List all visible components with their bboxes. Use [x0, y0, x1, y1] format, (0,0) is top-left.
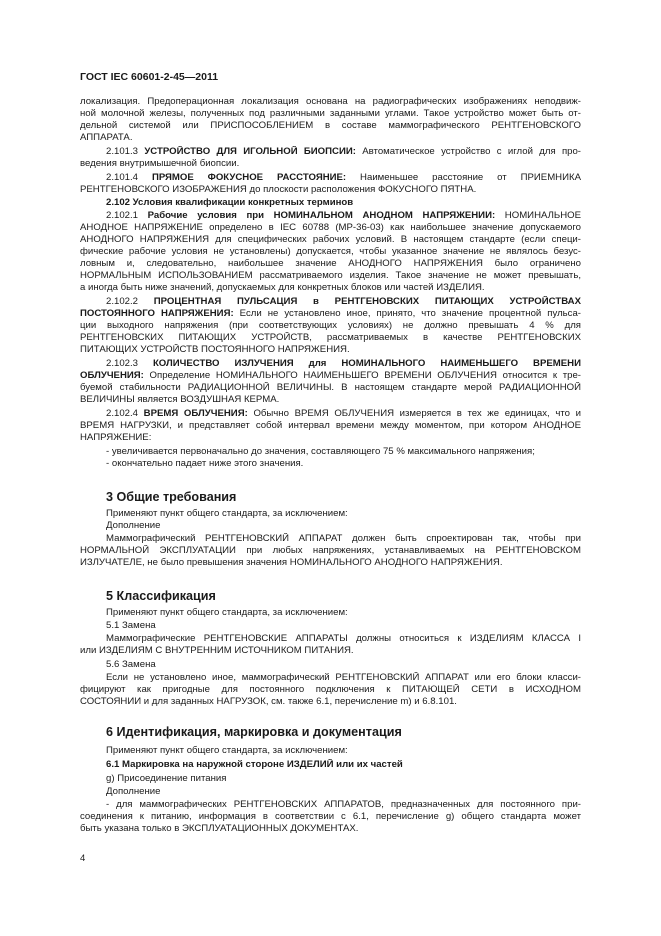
text-line	[80, 545, 581, 557]
text-line	[80, 823, 581, 835]
text-run: 2.102.3	[106, 358, 153, 369]
text-line	[106, 799, 581, 811]
text-run: соединения к питанию, информация в соответствии с 6.1, перечисление g) общего стандарта может	[80, 811, 581, 822]
bold-term: ПРЯМОЕ ФОКУСНОЕ РАССТОЯНИЕ:	[151, 172, 347, 183]
text-line	[80, 308, 581, 320]
text-line	[106, 446, 581, 458]
bold-term: ПРОЦЕНТНАЯ ПУЛЬСАЦИЯ в РЕНТГЕНОВСКИХ ПИТАЮЩИХ УСТРОЙСТВАХ	[153, 296, 581, 307]
text-run: Если не установлено иное, маммографический РЕНТГЕНОВСКИЙ АППАРАТ или его блоки класси-	[106, 672, 581, 683]
text-run: а иногда быть ниже значений, допускаемых для конкретных блоков или частей ИЗДЕЛИЯ.	[80, 282, 485, 293]
text-line	[106, 533, 581, 545]
text-run: фические рабочие условия не установлены) допускается, чтобы указанное значение не являлось безус-	[80, 246, 581, 257]
text-run: ведения внутримышечной биопсии.	[80, 158, 240, 169]
text-run: 5.6 Замена	[106, 659, 156, 670]
text-run: ной молочной железы, полученных под различными заданными углами. Такое устройство может быть от-	[80, 108, 581, 119]
text-line	[80, 320, 581, 332]
text-run: НОРМАЛЬНЫМ ИСПОЛЬЗОВАНИЕМ рассматриваемого изделия. Такое значение не может превышать,	[80, 270, 581, 281]
text-line	[80, 184, 581, 196]
text-run: или ИЗДЕЛИЯМ С ВНУТРЕННИМ ИСТОЧНИКОМ ПИТАНИЯ.	[80, 645, 354, 656]
text-run: Обычно ВРЕМЯ ОБЛУЧЕНИЯ измеряется в тех же единицах, что и	[247, 408, 581, 419]
text-line	[106, 672, 581, 684]
bold-term: КОЛИЧЕСТВО ИЗЛУЧЕНИЯ для НОМИНАЛЬНОГО НАИМЕНЬШЕГО ВРЕМЕНИ	[152, 358, 581, 369]
bold-term: Рабочие условия при НОМИНАЛЬНОМ АНОДНОМ НАПРЯЖЕНИИ:	[147, 210, 496, 221]
text-line	[106, 745, 581, 757]
text-line	[80, 332, 581, 344]
text-run: Если не установлено иное, принято, что значение процентной пульса-	[233, 308, 581, 319]
text-run: Маммографический РЕНТГЕНОВСКИЙ АППАРАТ должен быть спроектирован так, чтобы при	[106, 533, 581, 544]
text-run: СОСТОЯНИИ и для заданных НАГРУЗОК, см. также 6.1, перечисление m) и 6.8.101.	[80, 696, 457, 707]
text-run: ловным и, следовательно, наибольшее значение АНОДНОГО НАПРЯЖЕНИЯ было ограничено	[80, 258, 581, 269]
text-line	[80, 120, 581, 132]
text-run: АНОДНОГО НАПРЯЖЕНИЯ для специфических рабочих условий. В настоящем стандарте (если специ-	[80, 234, 581, 245]
text-line	[106, 633, 581, 645]
text-run: фицируют как пригодные для постоянного подключения к ПИТАЮЩЕЙ СЕТИ в ИСХОДНОМ	[80, 684, 581, 695]
text-line	[106, 172, 581, 184]
text-run: g) Присоединение питания	[106, 773, 227, 784]
text-run: 5.1 Замена	[106, 620, 156, 631]
bold-term: УСТРОЙСТВО ДЛЯ ИГОЛЬНОЙ БИОПСИИ:	[144, 146, 356, 157]
text-run: Маммографические РЕНТГЕНОВСКИЕ АППАРАТЫ должны относиться к ИЗДЕЛИЯМ КЛАССА I	[106, 633, 581, 644]
text-line	[80, 222, 581, 234]
text-line	[106, 458, 581, 470]
text-line	[106, 773, 581, 785]
text-line	[106, 759, 581, 771]
text-run: 2.102.1	[106, 210, 148, 221]
bold-term: ВРЕМЯ ОБЛУЧЕНИЯ:	[143, 408, 248, 419]
document-header: ГОСТ IEC 60601-2-45—2011	[80, 71, 219, 83]
text-line	[80, 645, 581, 657]
text-line	[80, 108, 581, 120]
text-run: ВРЕМЯ НАГРУЗКИ, и представляет собой интервал времени между моментом, при котором АНОДНОЕ	[80, 420, 581, 431]
text-line	[106, 786, 581, 798]
text-line	[80, 811, 581, 823]
text-line	[80, 258, 581, 270]
text-line	[106, 296, 581, 308]
text-run: Наименьшее расстояние от ПРИЕМНИКА	[346, 172, 581, 183]
text-run: Автоматическое устройство с иглой для про-	[355, 146, 581, 157]
text-line	[80, 344, 581, 356]
text-run: - для маммографических РЕНТГЕНОВСКИХ АППАРАТОВ, предназначенных для постоянного при-	[106, 799, 581, 810]
text-line	[106, 659, 581, 671]
text-run: РЕНТГЕНОВСКОГО ИЗОБРАЖЕНИЯ до плоскости расположения ФОКУСНОГО ПЯТНА.	[80, 184, 477, 195]
page-number: 4	[80, 853, 86, 864]
text-line	[80, 96, 581, 108]
text-run: НАПРЯЖЕНИЕ:	[80, 432, 152, 443]
text-run: - окончательно падает ниже этого значения.	[106, 458, 304, 469]
text-run: Дополнение	[106, 786, 161, 797]
text-run: ПИТАЮЩИХ УСТРОЙСТВ ПОСТОЯННОГО НАПРЯЖЕНИЯ.	[80, 344, 350, 355]
text-line	[80, 234, 581, 246]
text-run: - увеличивается первоначально до значения, составляющего 75 % максимального напряжения;	[106, 446, 535, 457]
text-run: Применяют пункт общего стандарта, за исключением:	[106, 508, 348, 519]
text-run: ВЕЛИЧИНЫ является ВОЗДУШНАЯ КЕРМА.	[80, 394, 280, 405]
text-run: 2.102.4	[106, 408, 144, 419]
text-run: локализация. Предоперационная локализация основана на радиографических изображениях неподвиж-	[80, 96, 581, 107]
text-line	[106, 607, 581, 619]
bold-term: ПОСТОЯННОГО НАПРЯЖЕНИЯ:	[80, 308, 234, 319]
text-run: ИЗЛУЧАТЕЛЕ, не было превышения значения НОМИНАЛЬНОГО АНОДНОГО НАПРЯЖЕНИЯ.	[80, 557, 503, 568]
text-line	[80, 158, 581, 170]
text-run: АНОДНОЕ НАПРЯЖЕНИЕ определено в IEC 60788 (МР-36-03) как наибольшее значение допускаемого	[80, 222, 581, 233]
text-line	[106, 408, 581, 420]
text-run: Применяют пункт общего стандарта, за исключением:	[106, 607, 348, 618]
heading-section-5: 5 Классификация	[106, 589, 216, 603]
heading-section-3: 3 Общие требования	[106, 490, 237, 504]
text-run: ции выходного напряжения (при соответствующих условиях) не должно превышать 4 % для	[80, 320, 581, 331]
bold-term: 2.102 Условия квалификации конкретных терминов	[106, 197, 354, 208]
text-run: 2.101.4	[106, 172, 152, 183]
text-run: АППАРАТА.	[80, 132, 133, 143]
text-line	[106, 520, 581, 532]
text-line	[80, 557, 581, 569]
bold-term: 6.1 Маркировка на наружной стороне ИЗДЕЛИЙ или их частей	[106, 759, 403, 770]
text-run: быть указана только в ЭКСПЛУАТАЦИОННЫХ ДОКУМЕНТАХ.	[80, 823, 359, 834]
text-line	[106, 358, 581, 370]
text-run: 2.102.2	[106, 296, 154, 307]
text-run: НОМИНАЛЬНОЕ	[495, 210, 581, 221]
text-line	[80, 394, 581, 406]
text-line	[80, 432, 581, 444]
text-line	[80, 382, 581, 394]
text-line	[80, 246, 581, 258]
text-line	[80, 282, 581, 294]
text-run: дельной системой или ПРИСПОСОБЛЕНИЕМ в составе маммографического РЕНТГЕНОВСКОГО	[80, 120, 581, 131]
text-line	[80, 370, 581, 382]
text-run: НОРМАЛЬНОЙ ЭКСПЛУАТАЦИИ при любых напряжениях, устанавливаемых на РЕНТГЕНОВСКОМ	[80, 545, 581, 556]
text-run: РЕНТГЕНОВСКИХ ПИТАЮЩИХ УСТРОЙСТВ, рассматриваемых в качестве РЕНТГЕНОВСКИХ	[80, 332, 581, 343]
text-line	[106, 620, 581, 632]
bold-term: ОБЛУЧЕНИЯ:	[80, 370, 144, 381]
text-run: Применяют пункт общего стандарта, за исключением:	[106, 745, 348, 756]
text-run: Определение НОМИНАЛЬНОГО НАИМЕНЬШЕГО ВРЕМЕНИ ОБЛУЧЕНИЯ относится к тре-	[143, 370, 581, 381]
text-line	[80, 132, 581, 144]
text-line	[106, 146, 581, 158]
text-line	[106, 197, 581, 209]
text-line	[106, 508, 581, 520]
heading-section-6: 6 Идентификация, маркировка и документация	[106, 725, 402, 739]
text-line	[80, 270, 581, 282]
text-line	[80, 420, 581, 432]
text-line	[80, 684, 581, 696]
text-run: 2.101.3	[106, 146, 145, 157]
text-run: буемой стабильности РАДИАЦИОННОЙ ВЕЛИЧИНЫ. В настоящем стандарте мерой РАДИАЦИОННОЙ	[80, 382, 581, 393]
text-line	[106, 210, 581, 222]
text-run: Дополнение	[106, 520, 161, 531]
text-line	[80, 696, 581, 708]
